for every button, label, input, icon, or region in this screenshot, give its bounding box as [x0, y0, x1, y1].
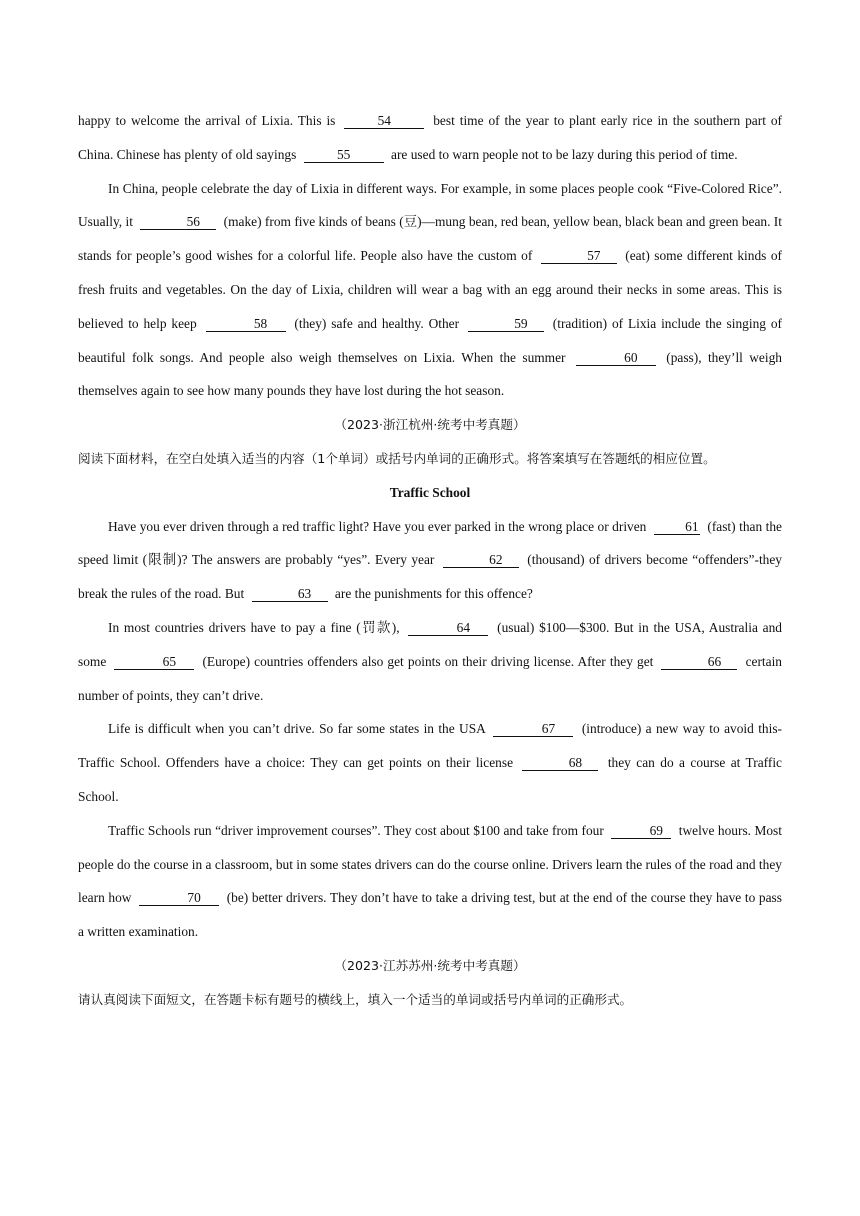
source-suzhou: （2023·江苏苏州·统考中考真题）	[334, 957, 526, 973]
document-page	[78, 104, 782, 1017]
paragraph-p1	[78, 104, 782, 172]
text-segment: certain number of points, they can’t drive.	[78, 653, 782, 703]
text-segment: (they) safe and healthy. Other	[289, 315, 464, 331]
blank-61: 61	[654, 519, 700, 535]
blank-68: 68	[522, 755, 598, 771]
text-segment: Life is difficult when you can’t drive. So far some states in the USA	[108, 721, 490, 737]
blank-64: 64	[408, 620, 488, 636]
blank-56: 56	[140, 214, 216, 230]
blank-66: 66	[661, 654, 737, 670]
passage-title: Traffic School	[389, 484, 471, 500]
blank-58: 58	[206, 316, 286, 332]
text-segment: (eat) some different kinds of fresh fruits and vegetables. On the day of Lixia, children will wear a bag with an egg around their necks in some areas. This is believed to help keep	[78, 248, 782, 331]
paragraph-p3	[78, 510, 782, 611]
paragraph-p2	[78, 172, 782, 409]
text-segment: (usual) $100—$300. But in the USA, Australia and some	[78, 619, 782, 669]
text-segment: (make) from five kinds of beans (豆)—mung bean, red bean, yellow bean, black bean and green bean. It stands for people’s good wishes for a colorful life. People also have the custom of	[78, 214, 782, 264]
passage-traffic-school	[78, 510, 782, 949]
instruction-suzhou: 请认真阅读下面短文，在答题卡标有题号的横线上，填入一个适当的单词或括号内单词的正确形式。	[78, 991, 633, 1007]
text-segment: twelve hours. Most people do the course in a classroom, but in some states drivers can do the course online. Drivers learn the rules of the road and they learn how	[78, 822, 782, 906]
text-segment: are used to warn people not to be lazy during this period of time.	[387, 146, 738, 162]
text-segment: In China, people celebrate the day of Lixia in different ways. For example, in some places people cook “Five-Colored Rice”. Usually, it	[78, 180, 782, 230]
blank-54: 54	[344, 113, 424, 129]
blank-55: 55	[304, 147, 384, 163]
blank-57: 57	[541, 248, 617, 264]
blank-65: 65	[114, 654, 194, 670]
text-segment: best time of the year to plant early rice in the southern part of China. Chinese has plenty of old sayings	[78, 113, 782, 162]
text-segment: In most countries drivers have to pay a fine (罚款),	[108, 619, 405, 635]
text-segment: (thousand) of drivers become “offenders”-they break the rules of the road. But	[78, 552, 782, 602]
passage-lixia	[78, 104, 782, 408]
blank-59: 59	[468, 316, 544, 332]
source-hangzhou: （2023·浙江杭州·统考中考真题）	[334, 417, 526, 433]
blank-60: 60	[576, 350, 656, 366]
text-segment: (be) better drivers. They don’t have to take a driving test, but at the end of the course they have to pass a written examination.	[78, 890, 782, 940]
blank-63: 63	[252, 586, 328, 602]
blank-62: 62	[443, 552, 519, 568]
text-segment: are the punishments for this offence?	[331, 586, 533, 602]
blank-69: 69	[611, 823, 671, 839]
text-segment: (pass), they’ll weigh themselves again to see how many pounds they have lost during the hot season.	[78, 349, 782, 399]
paragraph-p4	[78, 611, 782, 712]
blank-67: 67	[493, 721, 573, 737]
text-segment: (fast) than the speed limit (限制)? The answers are probably “yes”. Every year	[78, 518, 782, 568]
blank-70: 70	[139, 890, 219, 906]
text-segment: (introduce) a new way to avoid this-Traffic School. Offenders have a choice: They can get points on their license	[78, 721, 782, 771]
text-segment: Traffic Schools run “driver improvement courses”. They cost about $100 and take from four	[108, 822, 608, 838]
text-segment: (Europe) countries offenders also get points on their driving license. After they get	[198, 653, 658, 669]
text-segment: they can do a course at Traffic School.	[78, 755, 783, 804]
text-segment: happy to welcome the arrival of Lixia. This is	[78, 113, 341, 128]
paragraph-p5	[78, 712, 782, 813]
text-segment: (tradition) of Lixia include the singing of beautiful folk songs. And people also weigh themselves on Lixia. When the summer	[78, 315, 782, 365]
instruction-hangzhou: 阅读下面材料，在空白处填入适当的内容（1个单词）或括号内单词的正确形式。将答案填写在答题纸的相应位置。	[78, 450, 716, 466]
paragraph-p6	[78, 814, 782, 949]
text-segment: Have you ever driven through a red traffic light? Have you ever parked in the wrong place or driven	[108, 518, 650, 534]
